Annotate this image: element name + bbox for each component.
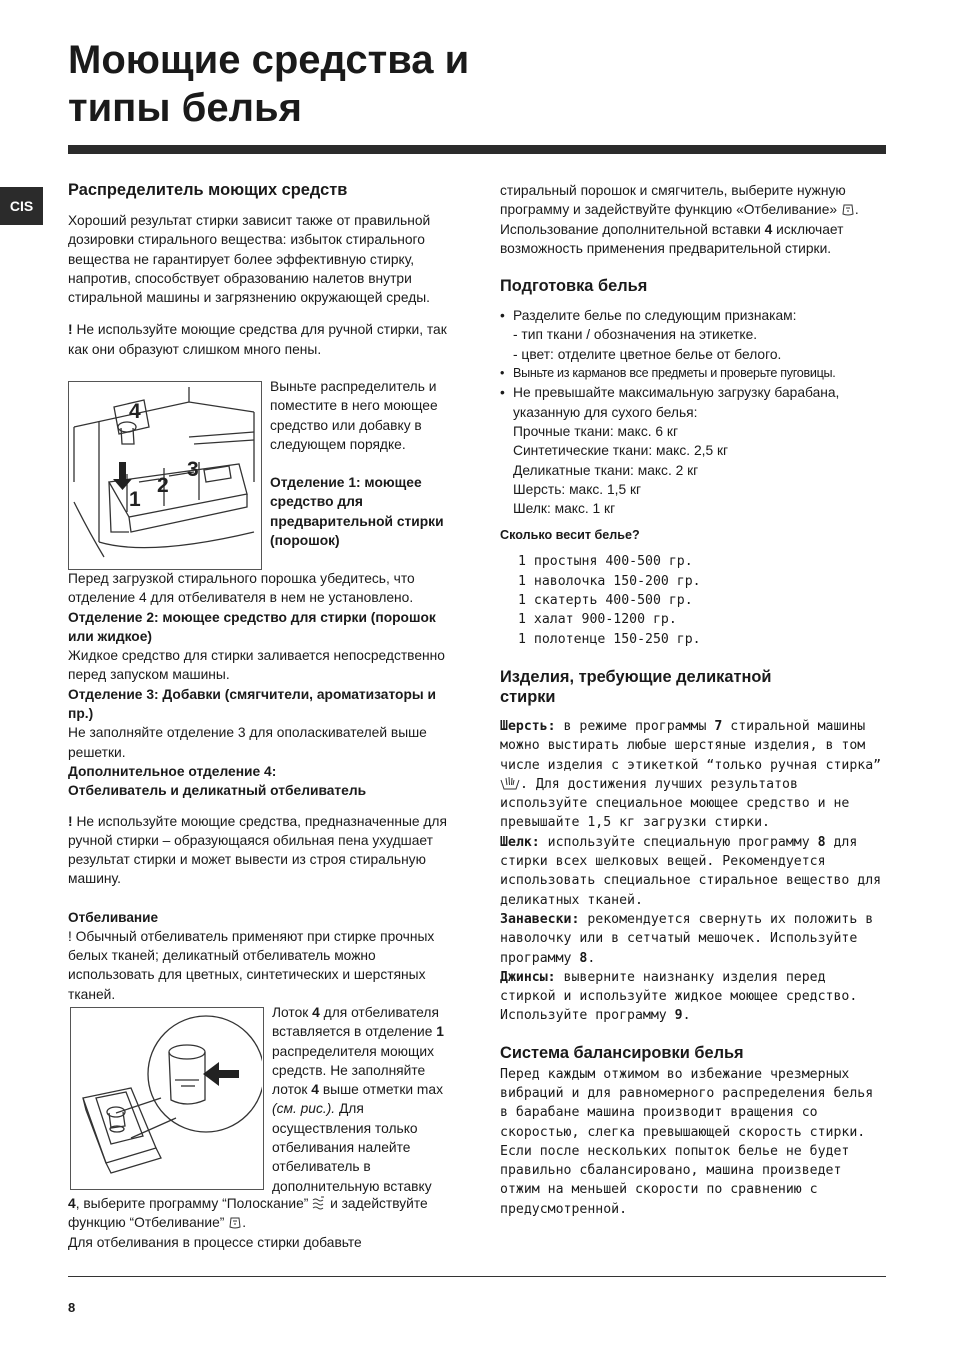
- dispenser-drawing: [69, 382, 260, 568]
- silk-text-2: для стирки всех шелковых вещей. Рекомендуется использовать специальное стиральное вещество для деликатных тканей.: [500, 834, 882, 908]
- tray-last-line: Для отбеливания в процессе стирки добавьте: [68, 1234, 362, 1250]
- bleach-function-icon: [841, 202, 855, 217]
- jeans-label: Джинсы:: [500, 969, 556, 985]
- warning-hand-wash: [68, 320, 458, 359]
- page-number: 8: [68, 1300, 76, 1315]
- rinse-program-icon: [312, 1196, 326, 1211]
- dispenser-heading: Распределитель моющих средств: [68, 181, 348, 199]
- jeans-program: 9: [674, 1008, 683, 1024]
- silk-paragraph: [500, 833, 886, 910]
- page-title-line1: Моющие средства и: [68, 38, 470, 82]
- curtains-paragraph: [500, 910, 886, 968]
- balance-text: Перед каждым отжимом во избежание чрезмерных вибраций и для равномерного распределения белья в барабане машина производит вращения со скоростью, слегка превышающей скорость стирки. Если после нескольких попыток белье не будет правильно сбалансировано, машина произведет отжим на меньшей скорости по сравнению с предусмотренной.: [500, 1066, 874, 1217]
- warning-mark-2: !: [68, 813, 73, 829]
- prep-item-3: • Не превышайте максимальную загрузку барабана, указанную для сухого белья:: [513, 385, 840, 420]
- tray-text-4: выше отметки max: [318, 1082, 443, 1098]
- tray-bold-3: 4: [311, 1082, 319, 1098]
- compartment-4-heading-line2: Отбеливатель и деликатный отбеливатель: [68, 783, 367, 799]
- wool-paragraph: [500, 717, 886, 833]
- prep-list: [500, 306, 886, 518]
- curtains-program: 8: [579, 950, 588, 966]
- tray-text-8: .: [242, 1215, 247, 1231]
- warning-text: Не используйте моющие средства для ручной стирки, так как они образуют слишком много пены.: [68, 322, 447, 357]
- title-rule: [68, 145, 886, 154]
- bleach-heading: Отбеливание: [68, 909, 159, 925]
- bleach-tray-figure: [70, 1007, 264, 1190]
- figure-label-2: 2: [157, 474, 169, 497]
- load-item: Прочные ткани: макс. 6 кг: [513, 423, 679, 439]
- bleach-tray-drawing: [71, 1008, 262, 1188]
- prep-sub-1: - тип ткани / обозначения на этикетке.: [513, 327, 758, 343]
- compartment-4-heading-line1: Дополнительное отделение 4:: [68, 763, 277, 779]
- jeans-text-2: .: [682, 1008, 691, 1024]
- cont-bold: 4: [764, 221, 773, 237]
- weigh-heading: Сколько весит белье?: [500, 528, 640, 543]
- figure-label-1: 1: [129, 488, 141, 511]
- load-item: Шелк: макс. 1 кг: [513, 501, 616, 517]
- prep-sub-2: - цвет: отделите цветное белье от белого.: [513, 346, 782, 362]
- wool-text-3: . Для достижения лучших результатов используйте специальное моющее средство и не превышайте 1,5 кг загрузки стирки.: [500, 776, 850, 831]
- tray-text-3: распределителя моющих средств. Не заполняйте лоток: [272, 1043, 434, 1098]
- warning-foam: [68, 812, 460, 889]
- silk-program: 8: [817, 834, 826, 850]
- prep-heading: Подготовка белья: [500, 277, 648, 296]
- compartment-2-heading: Отделение 2: моющее средство для стирки (порошок или жидкое): [68, 609, 436, 644]
- warning-mark: !: [68, 322, 73, 338]
- figure-label-3: 3: [187, 458, 199, 481]
- delicate-items: [500, 717, 886, 1026]
- tray-text-1: Лоток: [272, 1005, 313, 1020]
- load-item: Синтетические ткани: макс. 2,5 кг: [513, 443, 729, 459]
- wool-label: Шерсть:: [500, 718, 556, 734]
- compartment-1-text: Перед загрузкой стирального порошка убедитесь, что отделение 4 для отбеливателя в нем не установлено.: [68, 571, 415, 606]
- bleach-text: ! Обычный отбеливатель применяют при стирке прочных белых тканей; деликатный отбеливатель можно использовать для цветных, синтетических и шерстяных тканей.: [68, 928, 435, 1002]
- silk-text-1: используйте специальную программу: [539, 834, 818, 850]
- bleach-tray-paragraph: [272, 1003, 456, 1196]
- load-item: Шерсть: макс. 1,5 кг: [513, 481, 642, 497]
- weight-item: 1 полотенце 150-250 гр.: [518, 631, 701, 647]
- pull-out-text: Выньте распределитель и поместите в него моющее средство или добавку в следующем порядке.: [270, 379, 438, 452]
- delicate-heading-line2: стирки: [500, 687, 556, 706]
- tray-bold-2: 1: [436, 1024, 444, 1040]
- left-column-top: [68, 180, 458, 359]
- silk-label: Шелк:: [500, 834, 540, 850]
- cont-text-1: стиральный порошок и смягчитель, выберите нужную программу и задействуйте функцию «Отбеливание»: [500, 183, 846, 218]
- tray-text-2: для отбеливателя вставляется в отделение: [272, 1005, 439, 1040]
- weight-item: 1 простыня 400-500 гр.: [518, 554, 693, 570]
- bleach-tray-continued: [68, 1194, 460, 1252]
- dispenser-side-text: [270, 377, 458, 550]
- compartment-3-text: Не заполняйте отделение 3 для ополаскивателей выше решетки.: [68, 725, 427, 760]
- compartment-1-heading: Отделение 1: моющее средство для предварительной стирки (порошок): [270, 475, 444, 549]
- weight-item: 1 халат 900-1200 гр.: [518, 612, 677, 628]
- delicate-heading-line1: Изделия, требующие деликатной: [500, 667, 772, 686]
- curtains-label: Занавески:: [500, 911, 580, 927]
- delicate-heading: [500, 667, 886, 707]
- wool-program: 7: [714, 718, 723, 734]
- compartment-2-text: Жидкое средство для стирки заливается непосредственно перед запуском машины.: [68, 648, 445, 683]
- figure-label-4: 4: [129, 400, 141, 423]
- weight-item: 1 наволочка 150-200 гр.: [518, 573, 701, 589]
- tray-bold-1: 4: [312, 1005, 320, 1020]
- insert-arrow-icon: [203, 1062, 239, 1086]
- load-item: Деликатные ткани: макс. 2 кг: [513, 462, 699, 478]
- bleach-function-icon: [228, 1215, 242, 1230]
- weight-item: 1 скатерть 400-500 гр.: [518, 593, 693, 609]
- tray-text-6: , выберите программу “Полоскание”: [75, 1196, 313, 1211]
- wool-text-1: в режиме программы: [555, 718, 715, 734]
- dispenser-intro: Хороший результат стирки зависит также от правильной дозировки стирального вещества: избыток стирального вещества не гарантирует более эффективную стирку, напротив, способствует образованию налетов внутри стиральной машины и загрязнению окружающей среды.: [68, 213, 431, 306]
- prep-item-sort: [500, 306, 886, 364]
- cont-text-2: . Использование дополнительной вставки: [500, 202, 859, 237]
- warning-foam-text: Не используйте моющие средства, предназначенные для ручной стирки – образующаяся обильная пена ухудшает результат стирки и может вывести из строя стиральную машину.: [68, 813, 447, 887]
- prep-item-1: • Разделите белье по следующим признакам:: [513, 308, 797, 324]
- page-title-line2: типы белья: [68, 86, 302, 130]
- hand-wash-icon: [500, 776, 520, 791]
- balance-heading: Система балансировки белья: [500, 1043, 744, 1062]
- prep-item-load: [500, 383, 886, 518]
- wool-text-2: стиральной машины можно выстирать любые шерстяные изделия, в том числе изделия с этикеткой “только ручная стирка”: [500, 718, 882, 773]
- curtains-text-2: .: [587, 950, 596, 966]
- right-column: [500, 181, 886, 1219]
- jeans-text-1: выверните наизнанку изделия перед стиркой и используйте жидкое моющее средство. Используйте программу: [500, 969, 858, 1024]
- tray-italic-ref: (см. рис.).: [272, 1101, 336, 1117]
- jeans-paragraph: [500, 968, 886, 1026]
- compartments-block: [68, 569, 460, 1004]
- tray-continued-paragraph: [68, 1194, 460, 1233]
- language-tab: CIS: [0, 187, 43, 225]
- tray-bold-4: 4: [68, 1196, 76, 1211]
- tray-text-7: и задействуйте функцию “Отбеливание”: [68, 1196, 428, 1231]
- prep-item-pockets: • Выньте из карманов все предметы и проверьте пуговицы.: [500, 364, 886, 383]
- bleach-continued: [500, 181, 886, 258]
- tray-text-5: Для осуществления только отбеливания налейте отбеливатель в дополнительную вставку: [272, 1101, 432, 1194]
- dispenser-figure: [68, 381, 262, 570]
- compartment-3-heading: Отделение 3: Добавки (смягчители, ароматизаторы и пр.): [68, 686, 437, 722]
- bleach-tray-text: [272, 1003, 456, 1196]
- curtains-text-1: рекомендуется свернуть их положить в наволочку или в сетчатый мешочек. Используйте программу: [500, 911, 874, 966]
- weights-list: [518, 552, 886, 648]
- cont-text-3: исключает возможность применения предварительной стирки.: [500, 221, 844, 256]
- footer-rule: [68, 1276, 886, 1277]
- page-title: [68, 36, 469, 132]
